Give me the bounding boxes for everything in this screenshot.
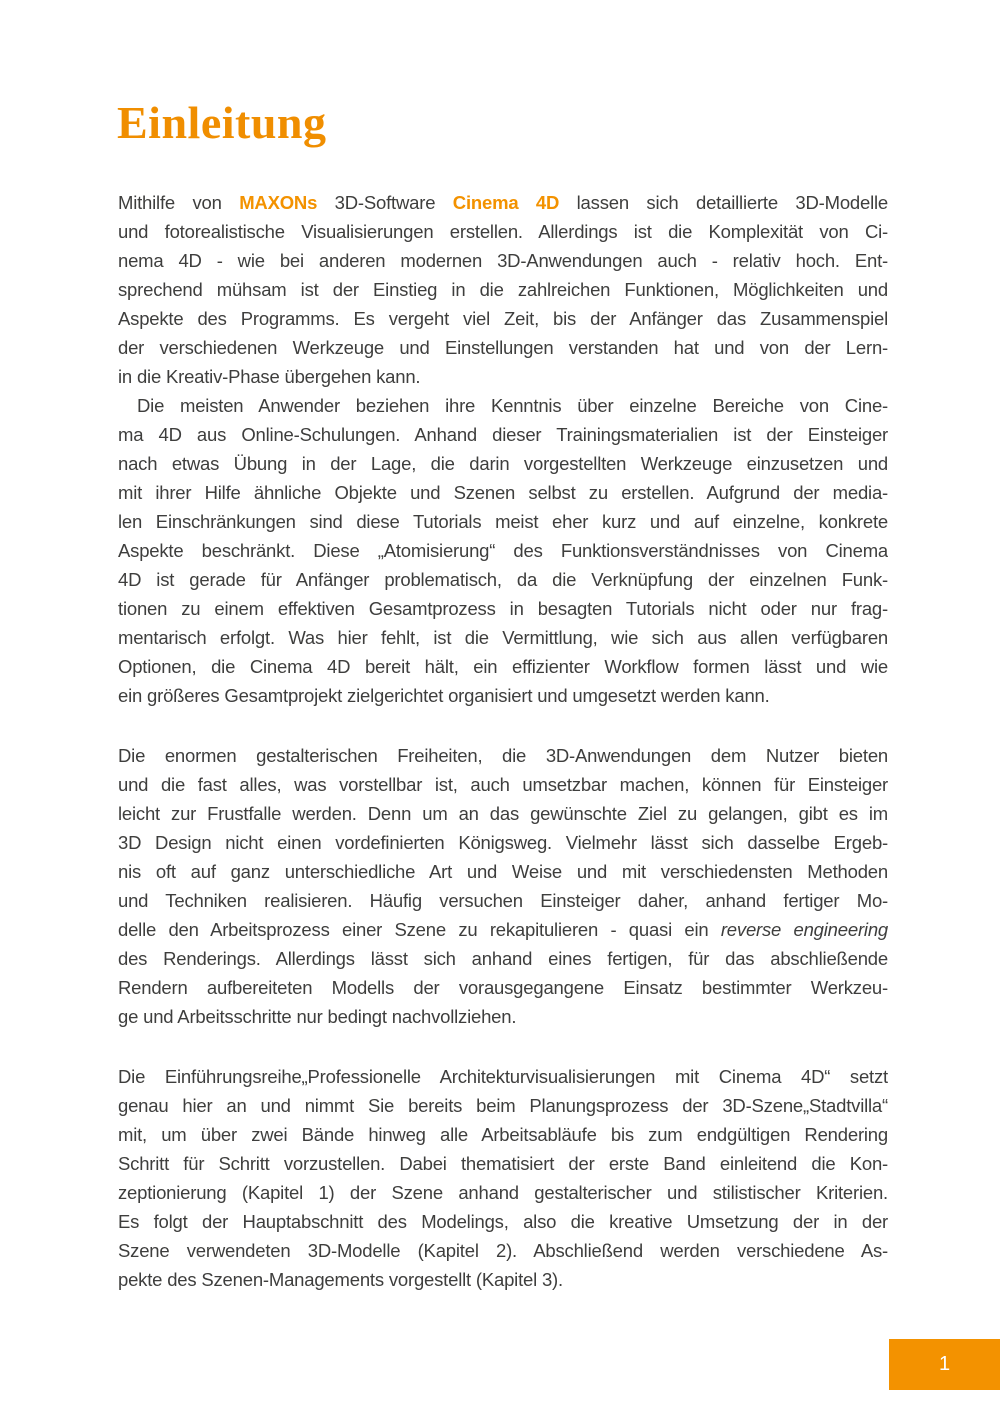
- paragraph: [118, 741, 888, 1031]
- text-line: len Einschränkungen sind diese Tutorials meist eher kurz und auf einzelne, konkrete: [118, 511, 888, 532]
- text-segment: 3D-Software: [317, 192, 453, 213]
- text-line: Aspekte des Programms. Es vergeht viel Zeit, bis der Anfänger das Zusammenspiel: [118, 308, 888, 329]
- text-line: mit ihrer Hilfe ähnliche Objekte und Szenen selbst zu erstellen. Aufgrund der media-: [118, 482, 888, 503]
- text-line: ein größeres Gesamtprojekt zielgerichtet organisiert und umgesetzt werden kann.: [118, 685, 770, 706]
- body-text: [118, 188, 888, 1294]
- paragraph: [118, 391, 888, 710]
- text-line: nach etwas Übung in der Lage, die darin vorgestellten Werkzeuge einzusetzen und: [118, 453, 888, 474]
- text-line: mit, um über zwei Bände hinweg alle Arbeitsabläufe bis zum endgültigen Rendering: [118, 1124, 888, 1145]
- text-segment: delle den Arbeitsprozess einer Szene zu rekapitulieren - quasi ein: [118, 919, 721, 940]
- text-line: und fotorealistische Visualisierungen erstellen. Allerdings ist die Komplexität von Ci-: [118, 221, 888, 242]
- text-line: nis oft auf ganz unterschiedliche Art und Weise und mit verschiedensten Methoden: [118, 861, 888, 882]
- text-line: Rendern aufbereiteten Modells der vorausgegangene Einsatz bestimmter Werkzeu-: [118, 977, 888, 998]
- text-line: und Techniken realisieren. Häufig versuchen Einsteiger daher, anhand fertiger Mo-: [118, 890, 888, 911]
- text-line: Optionen, die Cinema 4D bereit hält, ein effizienter Workflow formen lässt und wie: [118, 656, 888, 677]
- text-line: Die Einführungsreihe„Professionelle Architekturvisualisierungen mit Cinema 4D“ setzt: [118, 1066, 888, 1087]
- page-number-box: [889, 1339, 1000, 1390]
- text-line: Szene verwendeten 3D-Modelle (Kapitel 2). Abschließend werden verschiedene As-: [118, 1240, 888, 1261]
- text-line: genau hier an und nimmt Sie bereits beim Planungsprozess der 3D-Szene„Stadtvilla“: [118, 1095, 888, 1116]
- text-line: sprechend mühsam ist der Einstieg in die zahlreichen Funktionen, Möglichkeiten und: [118, 279, 888, 300]
- text-line: [118, 915, 888, 944]
- text-line: mentarisch erfolgt. Was hier fehlt, ist die Vermittlung, wie sich aus allen verfügbaren: [118, 627, 888, 648]
- accent-text: MAXONs: [239, 192, 318, 213]
- text-line: 3D Design nicht einen vordefinierten Königsweg. Vielmehr lässt sich dasselbe Ergeb-: [118, 832, 888, 853]
- text-line: Es folgt der Hauptabschnitt des Modelings, also die kreative Umsetzung der in der: [118, 1211, 888, 1232]
- paragraph: [118, 188, 888, 391]
- text-line: Aspekte beschränkt. Diese „Atomisierung“ des Funktionsverständnisses von Cinema: [118, 540, 888, 561]
- text-line: tionen zu einem effektiven Gesamtprozess in besagten Tutorials nicht oder nur frag-: [118, 598, 888, 619]
- text-line: leicht zur Frustfalle werden. Denn um an das gewünschte Ziel zu gelangen, gibt es im: [118, 803, 888, 824]
- text-line: ma 4D aus Online-Schulungen. Anhand dieser Trainingsmaterialien ist der Einsteiger: [118, 424, 888, 445]
- text-line: Die enormen gestalterischen Freiheiten, die 3D-Anwendungen dem Nutzer bieten: [118, 745, 888, 766]
- text-line: 4D ist gerade für Anfänger problematisch, da die Verknüpfung der einzelnen Funk-: [118, 569, 888, 590]
- paragraph: [118, 1062, 888, 1294]
- text-line: Die meisten Anwender beziehen ihre Kenntnis über einzelne Bereiche von Cine-: [137, 395, 888, 416]
- text-line: nema 4D - wie bei anderen modernen 3D-Anwendungen auch - relativ hoch. Ent-: [118, 250, 888, 271]
- text-segment: Mithilfe von: [118, 192, 240, 213]
- italic-text: reverse engineering: [720, 919, 888, 940]
- text-segment: lassen sich detaillierte 3D-Modelle: [559, 192, 888, 213]
- text-line: zeptionierung (Kapitel 1) der Szene anhand gestalterischer und stilistischer Kriterien.: [118, 1182, 888, 1203]
- page-title: Einleitung: [117, 97, 327, 148]
- text-line: der verschiedenen Werkzeuge und Einstellungen verstanden hat und von der Lern-: [118, 337, 888, 358]
- text-line: und die fast alles, was vorstellbar ist, auch umsetzbar machen, können für Einsteiger: [118, 774, 888, 795]
- text-line: [118, 188, 888, 217]
- text-line: ge und Arbeitsschritte nur bedingt nachvollziehen.: [118, 1006, 517, 1027]
- accent-text: Cinema 4D: [452, 192, 560, 213]
- text-line: in die Kreativ-Phase übergehen kann.: [118, 366, 421, 387]
- page-number: 1: [938, 1353, 951, 1375]
- text-line: Schritt für Schritt vorzustellen. Dabei thematisiert der erste Band einleitend die Kon-: [118, 1153, 888, 1174]
- text-line: pekte des Szenen-Managements vorgestellt (Kapitel 3).: [118, 1269, 563, 1290]
- text-line: des Renderings. Allerdings lässt sich anhand eines fertigen, für das abschließende: [118, 948, 888, 969]
